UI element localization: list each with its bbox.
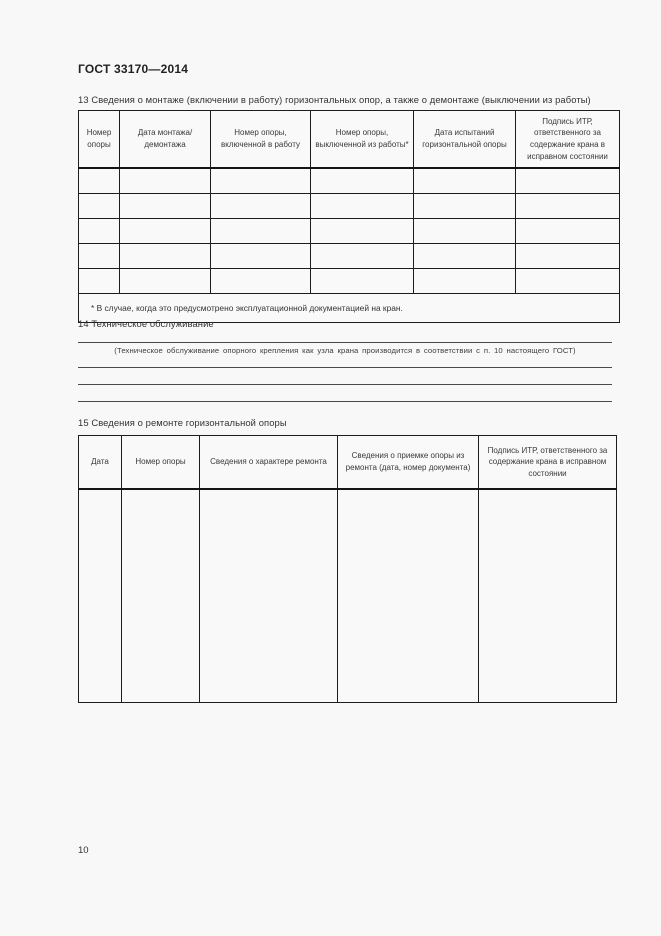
fill-in-line bbox=[78, 367, 612, 368]
col-header-repair-nature: Сведения о характере ремонта bbox=[200, 436, 338, 490]
empty-cell bbox=[414, 168, 516, 194]
table-header-row bbox=[79, 111, 620, 169]
col-header-montage-date: Дата монтажа/демонтажа bbox=[120, 111, 211, 169]
table-row bbox=[79, 219, 620, 244]
empty-cell bbox=[516, 219, 620, 244]
col-header-acceptance: Сведения о приемке опоры из ремонта (дата, номер документа) bbox=[338, 436, 479, 490]
empty-cell bbox=[122, 489, 200, 703]
empty-cell bbox=[200, 489, 338, 703]
empty-cell bbox=[120, 269, 211, 294]
repair-table-empty-rows bbox=[79, 489, 617, 703]
section-15-heading: 15 Сведения о ремонте горизонтальной опоры bbox=[78, 417, 287, 428]
empty-cell bbox=[211, 194, 311, 219]
empty-cell bbox=[79, 489, 122, 703]
empty-cell bbox=[516, 168, 620, 194]
empty-cell bbox=[211, 219, 311, 244]
standard-number: ГОСТ 33170—2014 bbox=[78, 62, 189, 76]
col-header-support-on: Номер опоры, включенной в работу bbox=[211, 111, 311, 169]
repair-table bbox=[78, 435, 617, 703]
empty-cell bbox=[311, 219, 414, 244]
empty-cell bbox=[311, 168, 414, 194]
empty-cell bbox=[120, 244, 211, 269]
empty-cell bbox=[414, 269, 516, 294]
page-number: 10 bbox=[78, 845, 89, 856]
montage-table-empty-rows bbox=[79, 168, 620, 294]
col-header-test-date: Дата испытаний горизонтальной опоры bbox=[414, 111, 516, 169]
empty-cell bbox=[120, 194, 211, 219]
empty-cell bbox=[311, 194, 414, 219]
section-13-heading: 13 Сведения о монтаже (включении в работу) горизонтальных опор, а также о демонтаже (выключении из работы) bbox=[78, 94, 591, 105]
table-row bbox=[79, 489, 617, 703]
empty-cell bbox=[79, 219, 120, 244]
empty-cell bbox=[479, 489, 617, 703]
table-row bbox=[79, 244, 620, 269]
fill-in-line bbox=[78, 401, 612, 402]
col-header-itr-signature: Подпись ИТР, ответственного за содержание крана в исправном состоянии bbox=[479, 436, 617, 490]
empty-cell bbox=[311, 269, 414, 294]
blank-lines bbox=[0, 367, 661, 418]
col-header-support-off: Номер опоры, выключенной из работы* bbox=[311, 111, 414, 169]
empty-cell bbox=[79, 194, 120, 219]
table-row bbox=[79, 168, 620, 194]
empty-cell bbox=[414, 219, 516, 244]
empty-cell bbox=[120, 219, 211, 244]
table-footnote: * В случае, когда это предусмотрено эксплуатационной документацией на кран. bbox=[79, 294, 620, 323]
empty-cell bbox=[79, 269, 120, 294]
empty-cell bbox=[120, 168, 211, 194]
table-row bbox=[79, 269, 620, 294]
col-header-support-number: Номер опоры bbox=[79, 111, 120, 169]
empty-cell bbox=[516, 269, 620, 294]
empty-cell bbox=[211, 269, 311, 294]
empty-cell bbox=[516, 244, 620, 269]
empty-cell bbox=[79, 168, 120, 194]
table-row bbox=[79, 194, 620, 219]
montage-table bbox=[78, 110, 620, 323]
empty-cell bbox=[211, 168, 311, 194]
fill-in-line bbox=[78, 342, 612, 343]
empty-cell bbox=[414, 194, 516, 219]
maintenance-note: (Техническое обслуживание опорного крепления как узла крана производится в соответствии с п. 10 настоящего ГОСТ) bbox=[114, 346, 576, 355]
empty-cell bbox=[338, 489, 479, 703]
col-header-date: Дата bbox=[79, 436, 122, 490]
section-14-heading: 14 Техническое обслуживание bbox=[78, 318, 214, 329]
col-header-itr-signature: Подпись ИТР, ответственного за содержание крана в исправном состоянии bbox=[516, 111, 620, 169]
empty-cell bbox=[516, 194, 620, 219]
empty-cell bbox=[414, 244, 516, 269]
empty-cell bbox=[311, 244, 414, 269]
empty-cell bbox=[211, 244, 311, 269]
col-header-support-number: Номер опоры bbox=[122, 436, 200, 490]
table-header-row bbox=[79, 436, 617, 490]
fill-in-line bbox=[78, 384, 612, 385]
empty-cell bbox=[79, 244, 120, 269]
